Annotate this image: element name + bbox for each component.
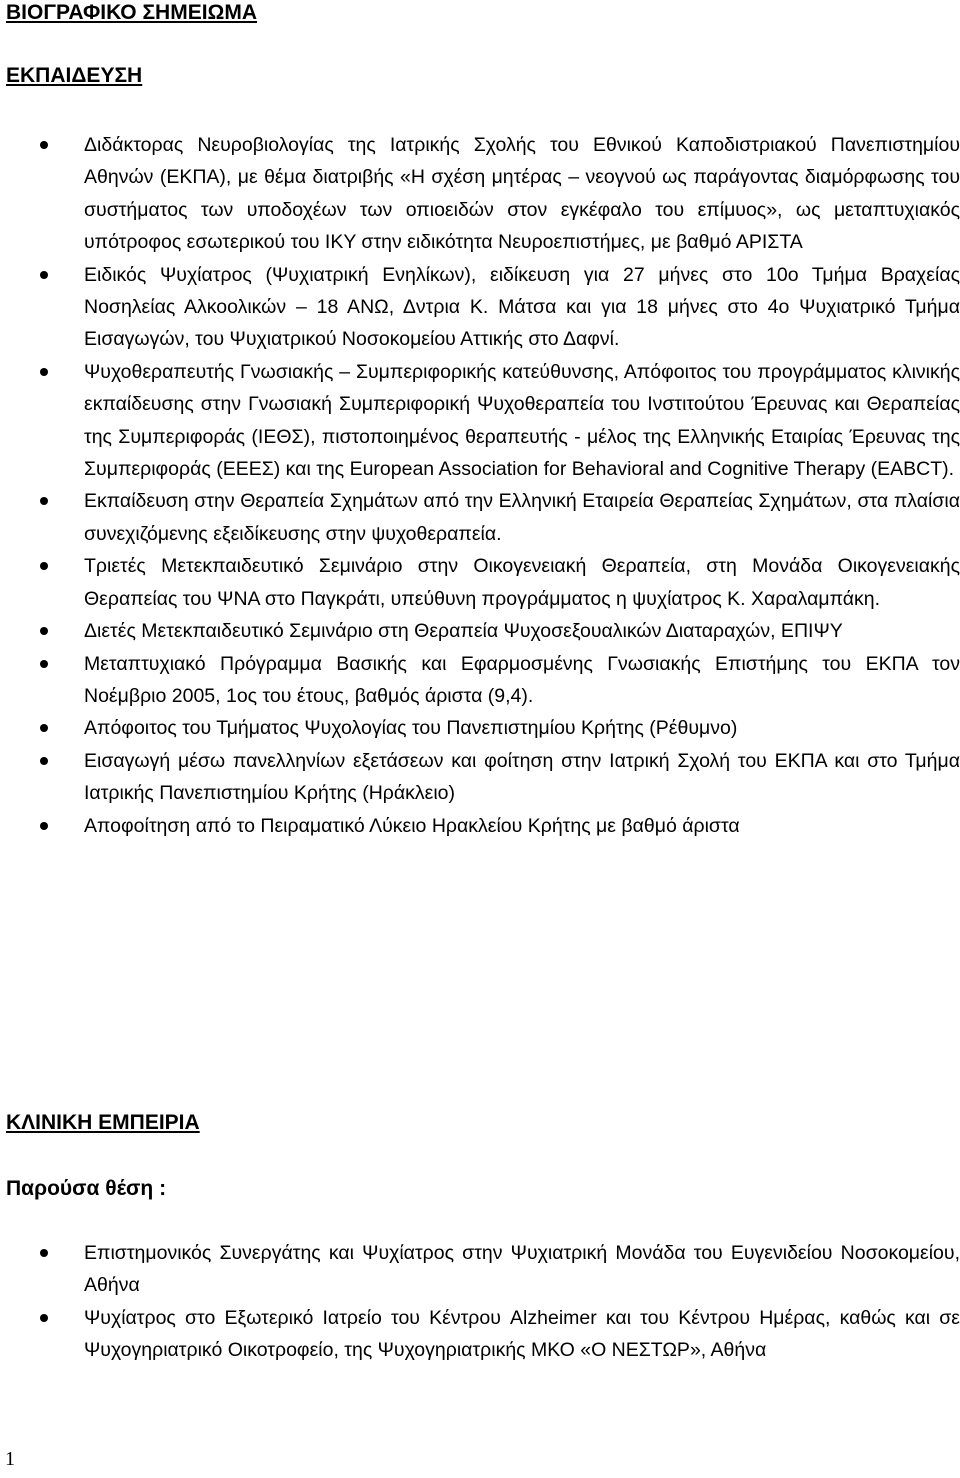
bullet-icon — [40, 497, 48, 505]
education-item — [0, 745, 960, 810]
bullet-icon — [40, 562, 48, 570]
bullet-icon — [40, 368, 48, 376]
education-item-text: Ψυχοθεραπευτής Γνωσιακής – Συμπεριφορικής κατεύθυνσης, Απόφοιτος του προγράμματος κλινικής εκπαίδευσης στην Γνωσιακή Συμπεριφορική Ψυχοθεραπεία του Ινστιτούτου Έρευνας και Θεραπείας της Συμπεριφοράς (ΙΕΘΣ), πιστοποιημένος θεραπευτής - μέλος της Ελληνικής Εταιρίας Έρευνας της Συμπεριφοράς (ΕΕΕΣ) και της European Association for Behavioral and Cognitive Therapy (EABCT). — [84, 360, 960, 481]
clinical-experience-heading: ΚΛΙΝΙΚΗ ΕΜΠΕΙΡΙΑ — [6, 1111, 200, 1134]
education-item-text: Διετές Μετεκπαιδευτικό Σεμινάριο στη Θεραπεία Ψυχοσεξουαλικών Διαταραχών, ΕΠΙΨΥ — [84, 620, 843, 643]
education-list — [0, 129, 960, 842]
education-item — [0, 129, 960, 259]
education-item-text: Εκπαίδευση στην Θεραπεία Σχημάτων από την Ελληνική Εταιρεία Θεραπείας Σχημάτων, στα πλαίσια συνεχιζόμενης εξειδίκευσης στην ψυχοθεραπεία. — [84, 490, 960, 545]
clinical-experience-item-text: Ψυχίατρος στο Εξωτερικό Ιατρείο του Κέντρου Alzheimer και του Κέντρου Ημέρας, καθώς και σε Ψυχογηριατρικό Οικοτροφείο, της Ψυχογηριατρικής ΜΚΟ «Ο ΝΕΣΤΩΡ», Αθήνα — [84, 1306, 960, 1362]
bullet-icon — [40, 822, 48, 830]
education-item — [0, 550, 960, 615]
education-item-text: Απόφοιτος του Τμήματος Ψυχολογίας του Πανεπιστημίου Κρήτης (Ρέθυμνο) — [84, 717, 738, 740]
education-item — [0, 356, 960, 486]
education-item-text: Αποφοίτηση από το Πειραματικό Λύκειο Ηρακλείου Κρήτης με βαθμό άριστα — [84, 814, 740, 837]
education-item — [0, 259, 960, 356]
document-title: ΒΙΟΓΡΑΦΙΚΟ ΣΗΜΕΙΩΜΑ — [6, 1, 258, 24]
page-number: 1 — [5, 1448, 15, 1470]
education-item — [0, 810, 960, 842]
bullet-icon — [40, 141, 48, 149]
bullet-icon — [40, 627, 48, 635]
education-item — [0, 648, 960, 713]
bullet-icon — [40, 271, 48, 279]
education-item-text: Ειδικός Ψυχίατρος (Ψυχιατρική Ενηλίκων), ειδίκευση για 27 μήνες στο 10ο Τμήμα Βραχείας Νοσηλείας Αλκοολικών – 18 ΑΝΩ, Δντρια Κ. Μάτσα και για 18 μήνες στο 4ο Ψυχιατρικό Τμήμα Εισαγωγών, του Ψυχιατρικού Νοσοκομείου Αττικής στο Δαφνί. — [84, 263, 960, 351]
clinical-experience-list — [0, 1237, 960, 1367]
clinical-experience-item — [0, 1302, 960, 1367]
education-item-text: Τριετές Μετεκπαιδευτικό Σεμινάριο στην Οικογενειακή Θεραπεία, στη Μονάδα Οικογενειακής Θεραπείας του ΨΝΑ στο Παγκράτι, υπεύθυνη προγράμματος η ψυχίατρος Κ. Χαραλαμπάκη. — [84, 555, 960, 610]
clinical-experience-item-text: Επιστημονικός Συνεργάτης και Ψυχίατρος στην Ψυχιατρική Μονάδα του Ευγενιδείου Νοσοκομείου, Αθήνα — [84, 1242, 960, 1297]
education-item — [0, 485, 960, 550]
education-item-text: Διδάκτορας Νευροβιολογίας της Ιατρικής Σχολής του Εθνικού Καποδιστριακού Πανεπιστημίου Αθηνών (ΕΚΠΑ), με θέμα διατριβής «Η σχέση μητέρας – νεογνού ως παράγοντας διαμόρφωσης του συστήματος των υποδοχέων των οπιοειδών στον εγκέφαλο του επίμυος», ως μεταπτυχιακός υπότροφος εσωτερικού του ΙΚΥ στην ειδικότητα Νευροεπιστήμες, με βαθμό ΑΡΙΣΤΑ — [84, 134, 960, 254]
education-item — [0, 615, 960, 647]
bullet-icon — [40, 1314, 48, 1322]
bullet-icon — [40, 660, 48, 668]
bullet-icon — [40, 724, 48, 732]
education-heading: ΕΚΠΑΙΔΕΥΣΗ — [6, 64, 143, 87]
clinical-experience-item — [0, 1237, 960, 1302]
current-position-label: Παρούσα θέση : — [6, 1177, 167, 1200]
education-item — [0, 712, 960, 744]
education-item-text: Εισαγωγή μέσω πανελληνίων εξετάσεων και φοίτηση στην Ιατρική Σχολή του ΕΚΠΑ και στο Τμήμα Ιατρικής Πανεπιστημίου Κρήτης (Ηράκλειο) — [84, 749, 960, 805]
bullet-icon — [40, 757, 48, 765]
bullet-icon — [40, 1249, 48, 1257]
education-item-text: Μεταπτυχιακό Πρόγραμμα Βασικής και Εφαρμοσμένης Γνωσιακής Επιστήμης του ΕΚΠΑ τον Νοέμβριο 2005, 1ος του έτους, βαθμός άριστα (9,4). — [84, 652, 960, 707]
